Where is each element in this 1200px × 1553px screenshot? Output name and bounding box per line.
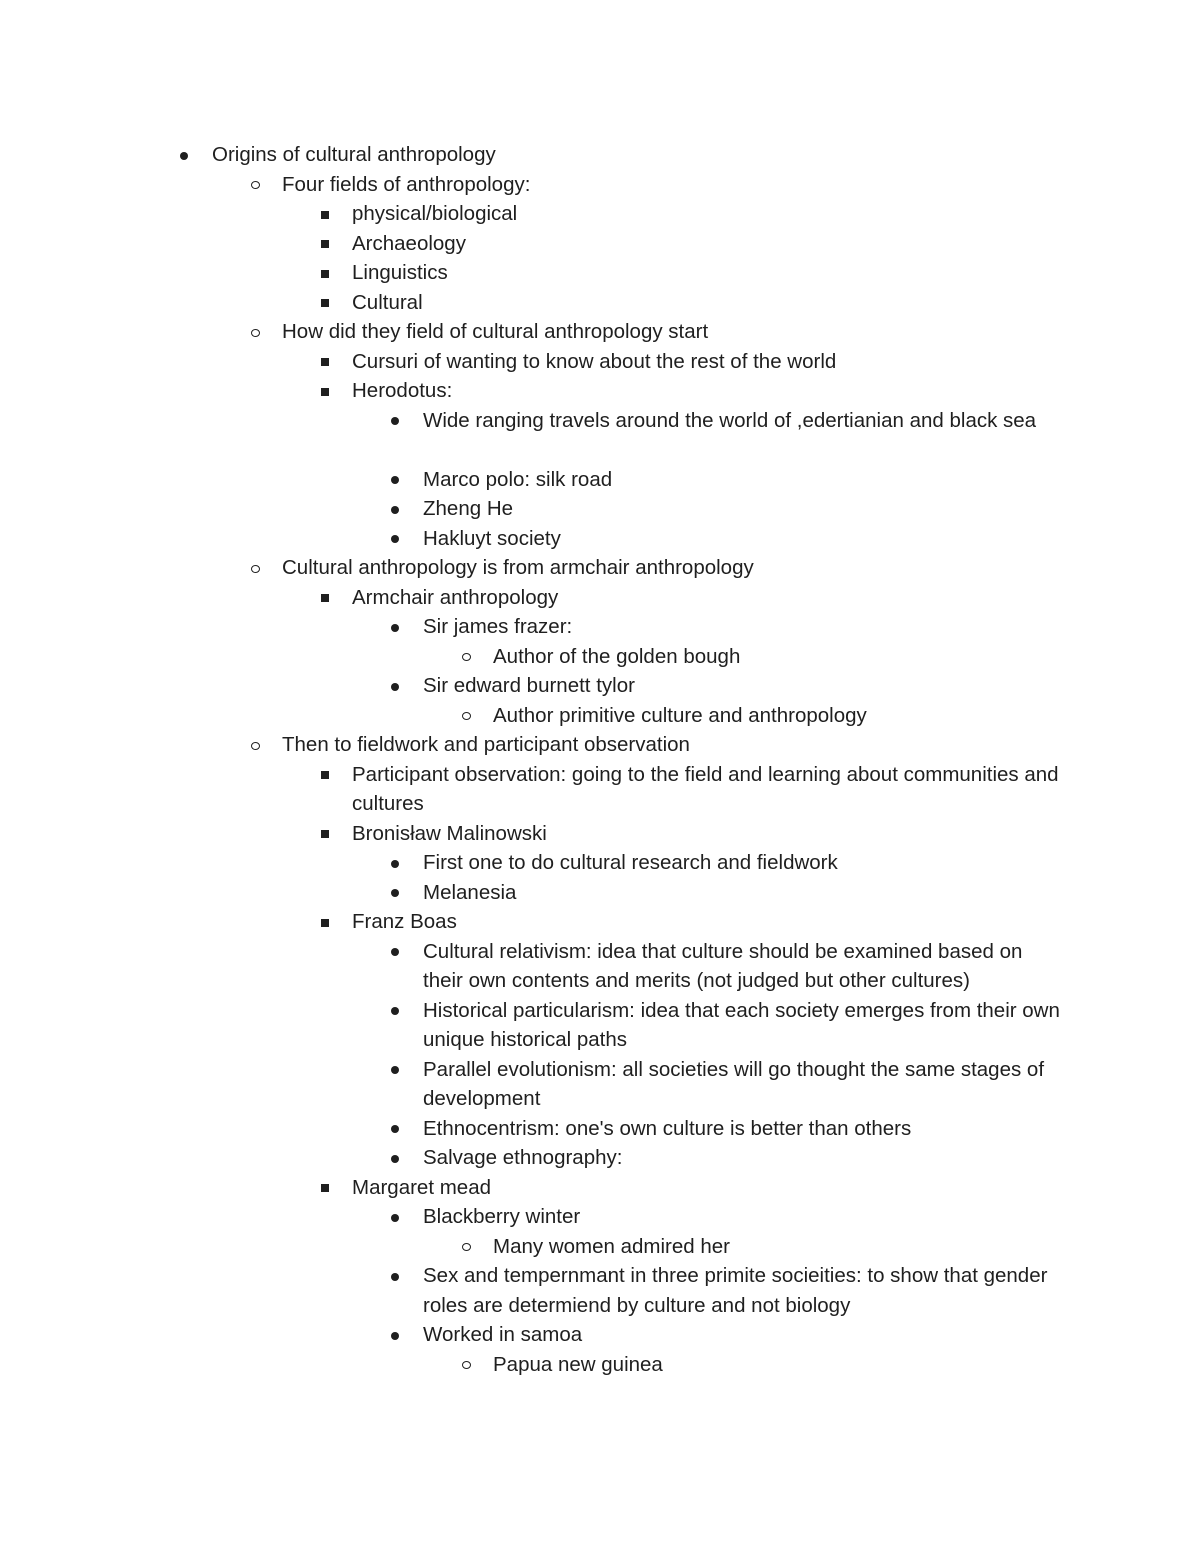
square-bullet-icon: [315, 583, 335, 613]
outline-item-level-3: [0, 258, 1200, 288]
outline-item-level-4: [0, 848, 1200, 878]
disc-bullet-icon: [385, 671, 405, 701]
disc-bullet-icon: [174, 140, 194, 170]
outline-item-level-3: [0, 199, 1200, 229]
circle-bullet-icon: [245, 553, 265, 583]
outline-item-level-3: [0, 229, 1200, 259]
outline-item-level-4: [0, 1114, 1200, 1144]
outline-item-text: Author of the golden bough: [493, 644, 741, 668]
outline-item-level-4: [0, 878, 1200, 908]
outline-item-level-2: [0, 553, 1200, 583]
outline-item-level-4: [0, 612, 1200, 642]
disc-bullet-icon: [385, 996, 405, 1026]
outline-item-text: Bronisław Malinowski: [352, 821, 547, 845]
outline-item-text: Worked in samoa: [423, 1323, 583, 1346]
disc-bullet-icon: [385, 1202, 405, 1232]
outline-item-text: First one to do cultural research and fieldwork: [423, 851, 838, 874]
outline-item-text: Participant observation: going to the field and learning about communities and cultures: [352, 762, 1059, 815]
outline-item-level-3: [0, 376, 1200, 406]
disc-bullet-icon: [385, 1261, 405, 1291]
circle-bullet-icon: [456, 701, 476, 731]
outline-item-text: Papua new guinea: [493, 1352, 663, 1376]
outline-item-level-4: [0, 1143, 1200, 1173]
outline-item-level-4: [0, 671, 1200, 701]
outline-item-level-2: [0, 730, 1200, 760]
outline-item-text: physical/biological: [352, 202, 518, 225]
outline-item-text: Linguistics: [352, 261, 448, 284]
outline-item-level-4: [0, 494, 1200, 524]
outline-item-level-3: [0, 347, 1200, 377]
square-bullet-icon: [315, 376, 335, 406]
outline-item-text: Hakluyt society: [423, 526, 561, 550]
square-bullet-icon: [315, 288, 335, 318]
outline-item-text: Sir james frazer:: [423, 615, 573, 638]
disc-bullet-icon: [385, 878, 405, 908]
bullet-outline: [0, 140, 1200, 1379]
outline-item-text: How did they field of cultural anthropology start: [282, 320, 709, 343]
outline-item-level-4: [0, 406, 1200, 465]
outline-item-level-2: [0, 170, 1200, 200]
outline-item-text: Zheng He: [423, 497, 514, 520]
outline-item-text: Author primitive culture and anthropology: [493, 703, 867, 727]
disc-bullet-icon: [385, 1114, 405, 1144]
disc-bullet-icon: [385, 494, 405, 524]
outline-item-text: Archaeology: [352, 231, 466, 255]
outline-item-text: Then to fieldwork and participant observation: [282, 733, 690, 756]
disc-bullet-icon: [385, 1320, 405, 1350]
outline-item-text: Four fields of anthropology:: [282, 172, 531, 196]
outline-item-text: Marco polo: silk road: [423, 467, 613, 491]
square-bullet-icon: [315, 1173, 335, 1203]
outline-item-text: Ethnocentrism: one's own culture is better than others: [423, 1116, 912, 1140]
disc-bullet-icon: [385, 524, 405, 554]
outline-item-text: Franz Boas: [352, 910, 457, 933]
outline-item-level-2: [0, 317, 1200, 347]
outline-item-level-3: [0, 907, 1200, 937]
circle-bullet-icon: [245, 730, 265, 760]
outline-item-level-4: [0, 937, 1200, 996]
outline-item-text: Margaret mead: [352, 1175, 492, 1199]
square-bullet-icon: [315, 347, 335, 377]
outline-item-level-4: [0, 996, 1200, 1055]
disc-bullet-icon: [385, 612, 405, 642]
outline-item-text: Sex and tempernmant in three primite socieities: to show that gender roles are determiend by culture and not biology: [423, 1264, 1048, 1317]
outline-item-level-4: [0, 524, 1200, 554]
outline-item-level-3: [0, 760, 1200, 819]
outline-item-level-3: [0, 583, 1200, 613]
square-bullet-icon: [315, 199, 335, 229]
outline-item-text: Melanesia: [423, 880, 517, 904]
square-bullet-icon: [315, 258, 335, 288]
outline-item-text: Many women admired her: [493, 1234, 730, 1258]
outline-item-text: Cultural: [352, 290, 423, 314]
outline-item-level-5: [0, 1232, 1200, 1262]
outline-item-level-4: [0, 465, 1200, 495]
outline-item-text: Parallel evolutionism: all societies will go thought the same stages of development: [423, 1057, 1045, 1110]
circle-bullet-icon: [456, 1232, 476, 1262]
outline-item-text: Historical particularism: idea that each society emerges from their own unique historical paths: [423, 998, 1060, 1051]
outline-item-level-4: [0, 1320, 1200, 1350]
square-bullet-icon: [315, 760, 335, 790]
outline-item-level-5: [0, 642, 1200, 672]
disc-bullet-icon: [385, 1143, 405, 1173]
outline-item-level-5: [0, 701, 1200, 731]
disc-bullet-icon: [385, 1055, 405, 1085]
outline-item-level-3: [0, 288, 1200, 318]
square-bullet-icon: [315, 229, 335, 259]
outline-item-level-1: [0, 140, 1200, 170]
circle-bullet-icon: [245, 170, 265, 200]
outline-item-text: Cultural relativism: idea that culture should be examined based on their own contents and merits (not judged but other cultures): [423, 939, 1023, 992]
outline-item-level-4: [0, 1055, 1200, 1114]
disc-bullet-icon: [385, 465, 405, 495]
disc-bullet-icon: [385, 937, 405, 967]
outline-item-text: Cultural anthropology is from armchair anthropology: [282, 556, 754, 579]
outline-item-text: Origins of cultural anthropology: [212, 143, 496, 166]
circle-bullet-icon: [456, 1350, 476, 1380]
circle-bullet-icon: [245, 317, 265, 347]
outline-item-level-4: [0, 1202, 1200, 1232]
square-bullet-icon: [315, 907, 335, 937]
outline-item-text: Herodotus:: [352, 379, 453, 402]
outline-item-text: Sir edward burnett tylor: [423, 674, 635, 697]
outline-item-text: Salvage ethnography:: [423, 1146, 623, 1169]
outline-item-text: Blackberry winter: [423, 1205, 581, 1228]
outline-item-text: Armchair anthropology: [352, 585, 559, 609]
outline-item-text: Cursuri of wanting to know about the rest of the world: [352, 349, 837, 373]
outline-item-level-4: [0, 1261, 1200, 1320]
circle-bullet-icon: [456, 642, 476, 672]
disc-bullet-icon: [385, 406, 405, 436]
outline-item-level-3: [0, 1173, 1200, 1203]
outline-item-level-3: [0, 819, 1200, 849]
outline-item-level-5: [0, 1350, 1200, 1380]
square-bullet-icon: [315, 819, 335, 849]
outline-item-text: Wide ranging travels around the world of ,edertianian and black sea: [423, 408, 1037, 432]
disc-bullet-icon: [385, 848, 405, 878]
